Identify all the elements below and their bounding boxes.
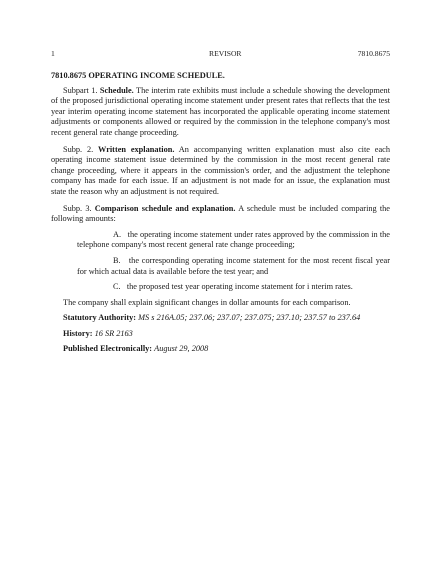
history-label: History: [63, 328, 93, 338]
subpart-1 [51, 86, 390, 139]
section-title: 7810.8675 OPERATING INCOME SCHEDULE. [51, 71, 225, 80]
page-header [51, 49, 390, 60]
published-electronically [51, 344, 390, 355]
subpart-2-text: An accompanying written explanation must also cite each operating income statement issue determined by the commission in the most recent general rate change proceeding, where it appears in the commission's order, and the adjustment the telephone company has made for each issue. If an adjustment is not made for an issue, the explanation must state the reason why an adjustment is not required. [51, 144, 390, 196]
statutory-authority [51, 313, 390, 324]
item-c-text: the proposed test year operating income statement for i nterim rates. [126, 282, 353, 292]
closing-statement: The company shall explain significant changes in dollar amounts for each comparison. [63, 297, 351, 307]
subpart-3 [51, 204, 390, 225]
statutory-authority-label: Statutory Authority: [63, 313, 137, 323]
statutory-authority-value: MS s 216A.05; 237.06; 237.07; 237.075; 237.10; 237.57 to 237.64 [138, 313, 361, 323]
header-revisor: REVISOR [209, 49, 242, 58]
subpart-3-label: Subp. 3. [63, 203, 92, 213]
subpart-2 [51, 145, 390, 198]
history-value: 16 SR 2163 [94, 328, 133, 338]
header-section-number: 7810.8675 [357, 49, 390, 58]
history [51, 329, 390, 340]
item-a-text: the operating income statement under rates approved by the commission in the telephone company's most recent general rate change proceeding; [77, 229, 390, 250]
subpart-2-heading: Written explanation. [98, 144, 175, 154]
list-item [51, 230, 390, 251]
subpart-3-text: A schedule must be included comparing the following amounts: [51, 203, 390, 224]
item-b-letter: B. [113, 255, 121, 265]
item-a-letter: A. [113, 229, 122, 239]
item-b-text: the corresponding operating income statement for the most recent fiscal year for which actual data is available before the test year; and [77, 255, 390, 276]
published-value: August 29, 2008 [154, 344, 209, 354]
page-number: 1 [51, 49, 55, 58]
item-c-letter: C. [113, 282, 121, 292]
published-label: Published Electronically: [63, 344, 153, 354]
document-page [51, 49, 390, 355]
subpart-3-heading: Comparison schedule and explanation. [94, 203, 236, 213]
subpart-1-label: Subpart 1. [63, 85, 98, 95]
subpart-1-heading: Schedule. [99, 85, 134, 95]
subpart-1-text: The interim rate exhibits must include a schedule showing the development of the proposed jurisdictional operating income statement under present rates that reflects that the test year interim operating income statement has incorporated the applicable operating income statement adjustments or components allowed or required by the commission in the telephone company's most recent general rate change proceeding. [51, 85, 391, 137]
subpart-2-label: Subp. 2. [63, 144, 94, 154]
list-item [51, 282, 390, 293]
list-item [51, 256, 390, 277]
